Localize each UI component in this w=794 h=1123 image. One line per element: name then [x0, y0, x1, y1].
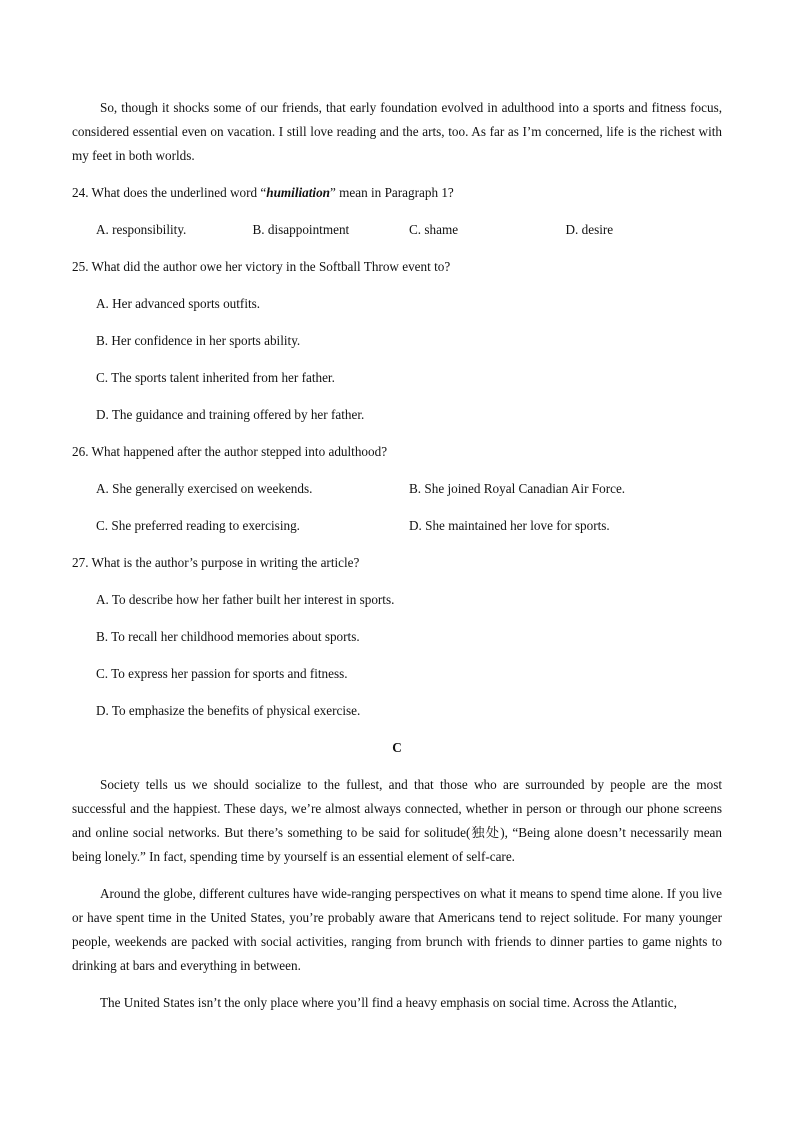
option-27d: D. To emphasize the benefits of physical exercise. — [96, 703, 361, 718]
question-24-prefix: 24. What does the underlined word “ — [72, 185, 267, 200]
question-25: 25. What did the author owe her victory in the Softball Throw event to? — [72, 259, 451, 274]
document-page — [72, 96, 722, 1028]
option-27b: B. To recall her childhood memories about sports. — [96, 629, 360, 644]
option-26b: B. She joined Royal Canadian Air Force. — [409, 481, 626, 496]
section-c-paragraph-1: Society tells us we should socialize to the fullest, and that those who are surrounded by people are the most successful and the happiest. These days, we’re almost always connected, whether in person or through our phone screens and online social networks. But there’s something to be said for solitude(独处), “Being alone doesn’t necessarily mean being lonely.” In fact, spending time by yourself is an essential element of self-care. — [72, 777, 722, 864]
option-24c: C. shame — [409, 222, 459, 237]
option-26d: D. She maintained her love for sports. — [409, 518, 610, 533]
option-25a: A. Her advanced sports outfits. — [96, 296, 261, 311]
intro-paragraph: So, though it shocks some of our friends, that early foundation evolved in adulthood into a sports and fitness focus, considered essential even on vacation. I still love reading and the arts, too. As far as I’m concerned, life is the richest with my feet in both worlds. — [72, 100, 722, 163]
question-26: 26. What happened after the author stepped into adulthood? — [72, 444, 388, 459]
option-25d: D. The guidance and training offered by her father. — [96, 407, 365, 422]
question-24 — [72, 181, 722, 205]
question-26-options-row-2 — [96, 514, 722, 538]
option-25b: B. Her confidence in her sports ability. — [96, 333, 301, 348]
option-27c: C. To express her passion for sports and fitness. — [96, 666, 348, 681]
option-24d: D. desire — [565, 222, 614, 237]
option-26c: C. She preferred reading to exercising. — [96, 518, 300, 533]
question-24-keyword: humiliation — [266, 185, 331, 200]
option-24a: A. responsibility. — [96, 222, 187, 237]
option-25c: C. The sports talent inherited from her father. — [96, 370, 335, 385]
section-c-paragraph-3: The United States isn’t the only place where you’ll find a heavy emphasis on social time. Across the Atlantic, — [100, 995, 677, 1010]
section-heading-c: C — [392, 740, 402, 755]
question-24-suffix: ” mean in Paragraph 1? — [330, 185, 454, 200]
option-27a: A. To describe how her father built her interest in sports. — [96, 592, 395, 607]
option-26a: A. She generally exercised on weekends. — [96, 481, 313, 496]
question-27: 27. What is the author’s purpose in writing the article? — [72, 555, 360, 570]
question-24-options — [96, 218, 722, 242]
option-24b: B. disappointment — [252, 222, 350, 237]
question-26-options-row-1 — [96, 477, 722, 501]
section-c-paragraph-2: Around the globe, different cultures have wide-ranging perspectives on what it means to spend time alone. If you live or have spent time in the United States, you’re probably aware that Americans tend to reject solitude. For many younger people, weekends are packed with social activities, ranging from brunch with friends to dinner parties to game nights to drinking at bars and everything in between. — [72, 886, 722, 973]
